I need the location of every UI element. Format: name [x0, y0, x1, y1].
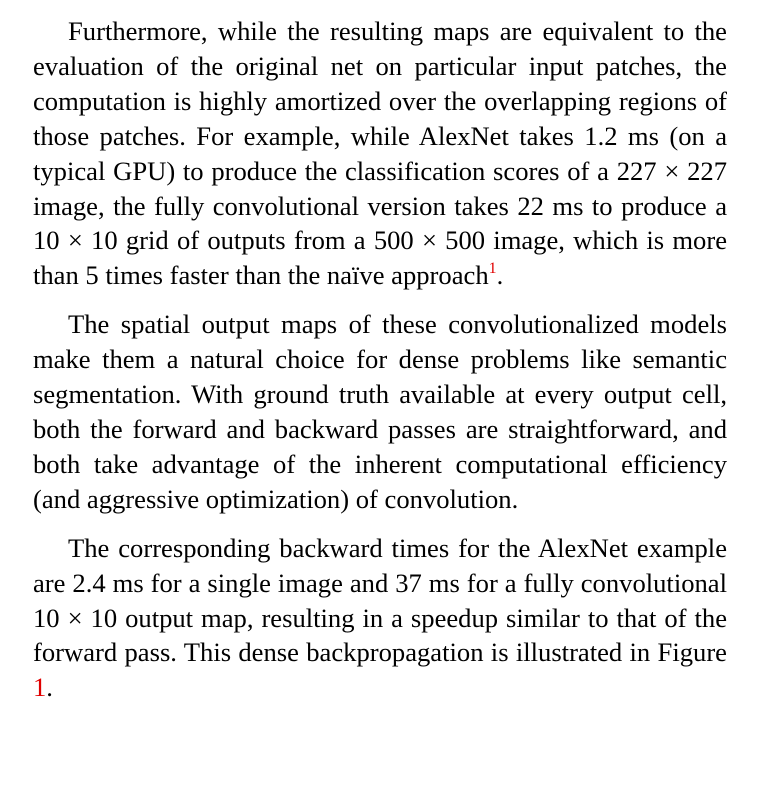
- paragraph-backward-times: [33, 531, 727, 706]
- paragraph-2-text: The spatial output maps of these convolutionalized models make them a natural choice for dense problems like semantic segmentation. With ground truth available at every output cell, both the forward and backward passes are straightforward, and both take advantage of the inherent computational efficiency (and aggressive optimization) of convolution.: [33, 309, 727, 514]
- footnote-ref-1[interactable]: 1: [488, 260, 497, 278]
- paragraph-1-text-1: Furthermore, while the resulting maps are equivalent to the evaluation of the original net on particular input patches, the computation is highly amortized over the overlapping regions of those patches. For example, while AlexNet takes 1.2 ms (on a typical GPU) to produce the classification scores of a 227 × 227 image, the fully convolutional version takes 22 ms to produce a 10 × 10 grid of outputs from a 500 × 500 image, which is more than 5 times faster than the naïve approach: [33, 16, 727, 291]
- paragraph-dense-problems: [33, 307, 727, 516]
- figure-ref-1[interactable]: 1: [33, 672, 47, 703]
- paragraph-1-text-2: .: [496, 260, 504, 291]
- paragraph-3-text-2: .: [46, 672, 53, 703]
- paragraph-amortization: [33, 14, 727, 293]
- paragraph-3-text-1: The corresponding backward times for the AlexNet example are 2.4 ms for a single image and 37 ms for a fully convolutional 10 × 10 output map, resulting in a speedup similar to that of the forward pass. This dense backpropagation is illustrated in Figure: [33, 532, 727, 668]
